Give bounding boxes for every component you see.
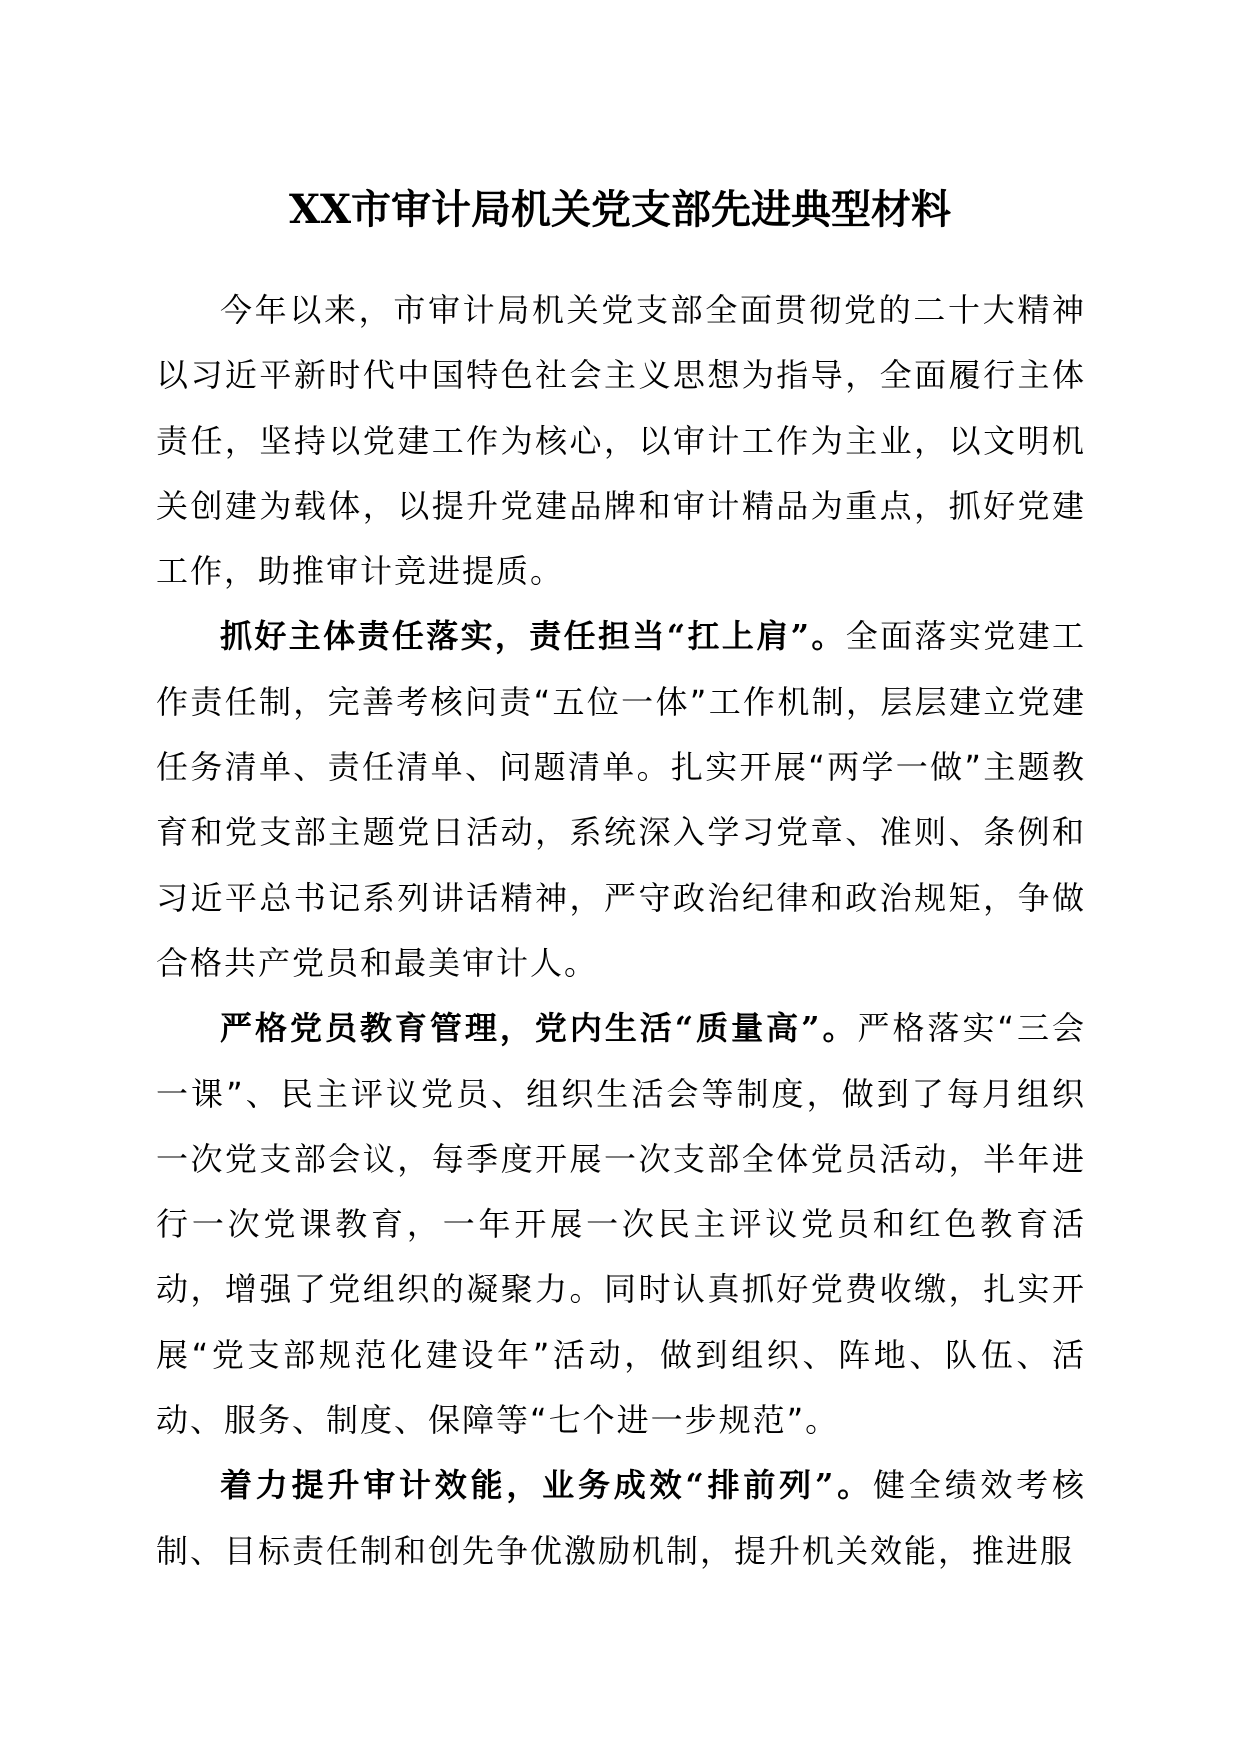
paragraph-text: 严格落实“三会一课”、民主评议党员、组织生活会等制度，做到了每月组织一次党支部会议，每季度开展一次支部全体党员活动，半年进行一次党课教育，一年开展一次民主评议党员和红色教育活动，增强了党组织的凝聚力。同时认真抓好党费收缴，扎实开展“党支部规范化建设年”活动，做到组织、阵地、队伍、活动、服务、制度、保障等“七个进一步规范”。 bbox=[156, 1009, 1086, 1440]
document-title: XX市审计局机关党支部先进典型材料 bbox=[288, 186, 952, 233]
document-body bbox=[156, 278, 1086, 1584]
paragraph-text: 今年以来，市审计局机关党支部全面贯彻党的二十大精神以习近平新时代中国特色社会主义思想为指导，全面履行主体责任，坚持以党建工作为核心，以审计工作为主业，以文明机关创建为载体，以提升党建品牌和审计精品为重点，抓好党建工作，助推审计竞进提质。 bbox=[156, 291, 1086, 591]
paragraph-heading: 抓好主体责任落实，责任担当“扛上肩”。 bbox=[220, 617, 846, 656]
paragraph-heading: 着力提升审计效能，业务成效“排前列”。 bbox=[220, 1466, 873, 1505]
paragraph-text: 全面落实党建工作责任制，完善考核问责“五位一体”工作机制，层层建立党建任务清单、责任清单、问题清单。扎实开展“两学一做”主题教育和党支部主题党日活动，系统深入学习党章、准则、条例和习近平总书记系列讲话精神，严守政治纪律和政治规矩，争做合格共产党员和最美审计人。 bbox=[156, 617, 1086, 982]
paragraph-efficiency bbox=[156, 1453, 1086, 1584]
paragraph-responsibility bbox=[156, 604, 1086, 996]
paragraph-heading: 严格党员教育管理，党内生活“质量高”。 bbox=[220, 1009, 858, 1048]
paragraph-intro bbox=[156, 278, 1086, 604]
paragraph-text: 健全绩效考核制、目标责任制和创先争优激励机制，提升机关效能，推进服 bbox=[156, 1466, 1086, 1570]
paragraph-education bbox=[156, 996, 1086, 1453]
